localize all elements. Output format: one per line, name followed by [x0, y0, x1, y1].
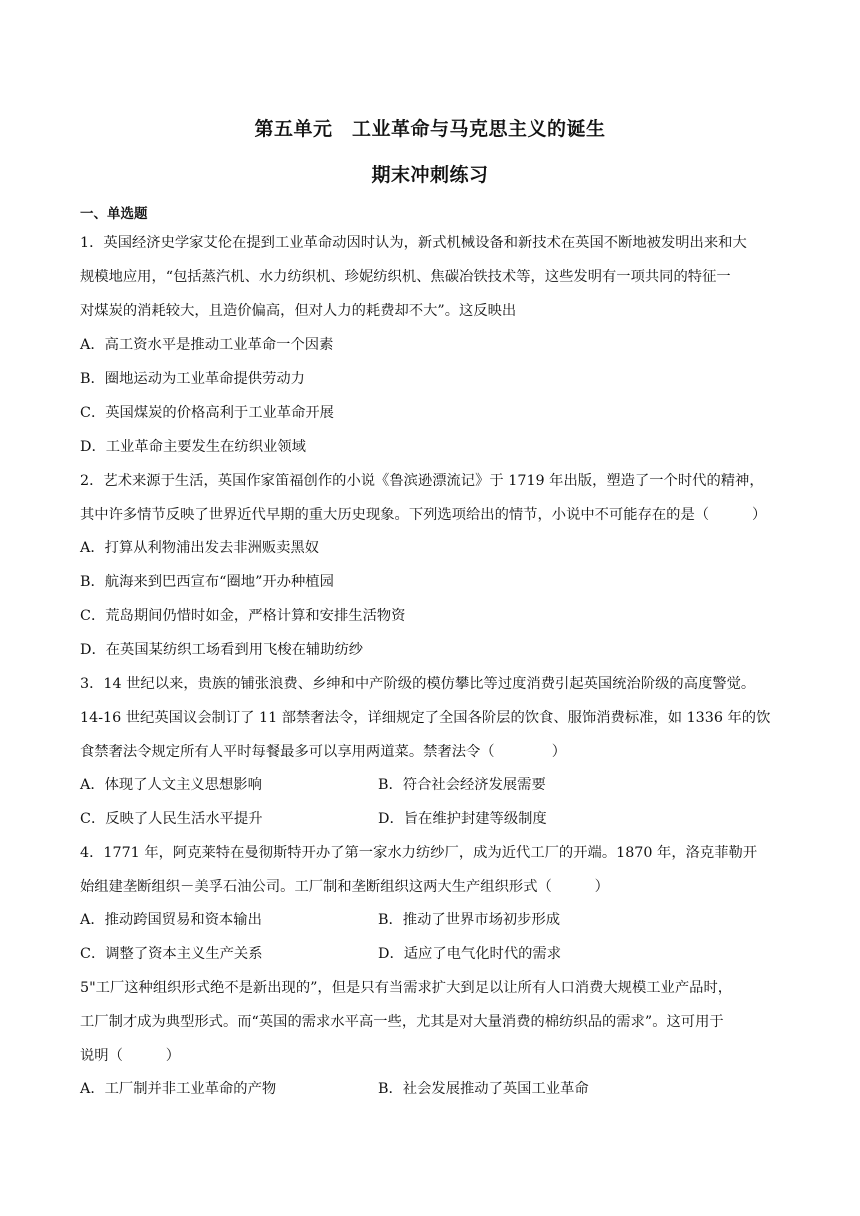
page-title: 第五单元 工业革命与马克思主义的诞生: [254, 118, 606, 140]
question-line: 食禁奢法令规定所有人平时每餐最多可以享用两道菜。禁奢法令（ ）: [80, 744, 567, 760]
question-line: 始组建垄断组织－美孚石油公司。工厂制和垄断组织这两大生产组织形式（ ）: [80, 879, 609, 895]
question-2-option-b: B．航海来到巴西宣布“圈地”开办种植园: [80, 574, 334, 590]
page-subtitle: 期末冲刺练习: [371, 164, 489, 186]
question-line: 1．英国经济史学家艾伦在提到工业革命动因时认为，新式机械设备和新技术在英国不断地被发明出来和大: [80, 235, 747, 251]
question-line: 4．1771 年，阿克莱特在曼彻斯特开办了第一家水力纺纱厂，成为近代工厂的开端。1870 年，洛克菲勒开: [80, 845, 758, 861]
question-line: 工厂制才成为典型形式。而“英国的需求水平高一些，尤其是对大量消费的棉纺织品的需求”。这可用于: [80, 1014, 724, 1030]
question-4-option-d: D．适应了电气化时代的需求: [378, 946, 562, 962]
question-2-option-d: D．在英国某纺织工场看到用飞梭在辅助纺纱: [80, 642, 364, 658]
question-1-stem: [80, 226, 784, 328]
question-5-stem: [80, 971, 784, 1073]
question-line: 对煤炭的消耗较大，且造价偏高，但对人力的耗费却不大”。这反映出: [80, 303, 517, 319]
section-heading: 一、单选题: [80, 206, 148, 222]
question-line: 其中许多情节反映了世界近代早期的重大历史现象。下列选项给出的情节，小说中不可能存在的是（ ）: [80, 507, 767, 523]
question-1-option-c: C．英国煤炭的价格高利于工业革命开展: [80, 405, 334, 421]
question-5-option-b: B．社会发展推动了英国工业革命: [378, 1081, 589, 1097]
question-3-option-d: D．旨在维护封建等级制度: [378, 811, 547, 827]
question-1-option-d: D．工业革命主要发生在纺织业领域: [80, 439, 306, 455]
question-3-option-c: C．反映了人民生活水平提升: [80, 811, 263, 827]
question-2-stem: [80, 464, 784, 532]
question-1-option-b: B．圈地运动为工业革命提供劳动力: [80, 371, 305, 387]
question-line: 规模地应用，“包括蒸汽机、水力纺织机、珍妮纺织机、焦碳冶铁技术等，这些发明有一项共同的特征一: [80, 269, 731, 285]
question-line: 2．艺术来源于生活，英国作家笛福创作的小说《鲁滨逊漂流记》于 1719 年出版，塑造了一个时代的精神，: [80, 473, 764, 489]
question-3-option-a: A．体现了人文主义思想影响: [80, 777, 262, 793]
question-4-option-b: B．推动了世界市场初步形成: [378, 912, 561, 928]
question-4-option-a: A．推动跨国贸易和资本输出: [80, 912, 262, 928]
question-line: 5"工厂这种组织形式绝不是新出现的”，但是只有当需求扩大到足以让所有人口消费大规模工业产品时，: [80, 980, 733, 996]
question-5-option-a: A．工厂制并非工业革命的产物: [80, 1081, 277, 1097]
question-3-stem: [80, 667, 784, 769]
question-2-option-c: C．荒岛期间仍惜时如金，严格计算和安排生活物资: [80, 608, 406, 624]
question-4-stem: [80, 836, 784, 904]
question-4-option-c: C．调整了资本主义生产关系: [80, 946, 263, 962]
question-line: 14-16 世纪英国议会制订了 11 部禁奢法令，详细规定了全国各阶层的饮食、服饰消费标准，如 1336 年的饮: [80, 710, 771, 726]
question-1-option-a: A．高工资水平是推动工业革命一个因素: [80, 337, 334, 353]
question-3-option-b: B．符合社会经济发展需要: [378, 777, 546, 793]
question-line: 说明（ ）: [80, 1048, 181, 1064]
question-2-option-a: A．打算从利物浦出发去非洲贩卖黑奴: [80, 540, 320, 556]
question-line: 3．14 世纪以来，贵族的铺张浪费、乡绅和中产阶级的模仿攀比等过度消费引起英国统治阶级的高度警觉。: [80, 676, 756, 692]
